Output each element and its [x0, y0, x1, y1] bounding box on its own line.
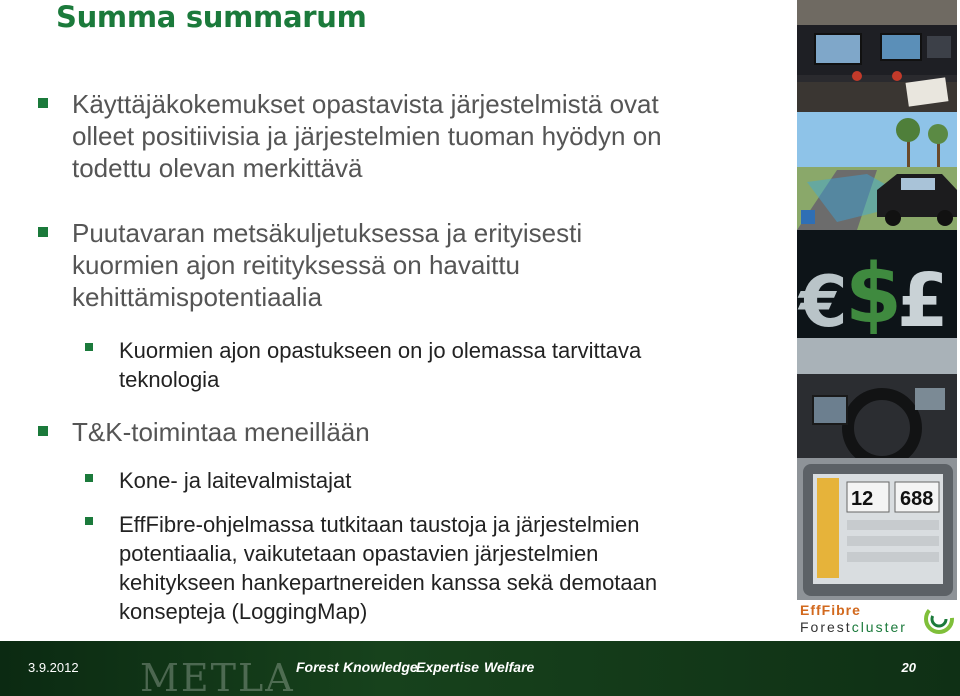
page-number: 20 — [901, 660, 916, 675]
footer-tag-expertise: Expertise — [416, 659, 480, 675]
cluster-swirl-icon — [922, 602, 956, 636]
footer-tag-welfare: Welfare — [484, 659, 535, 675]
svg-text:€: € — [799, 261, 848, 338]
logo-forest-text: Forest — [800, 619, 852, 635]
bullet-line: Kone- ja laitevalmistajat — [119, 468, 352, 493]
dashboard-photo — [797, 0, 957, 112]
bullet-line: kuormien ajon reitityksessä on havaittu — [72, 250, 521, 280]
bullet-line: Puutavaran metsäkuljetuksessa ja erityisesti — [72, 218, 583, 248]
bullet-line: olleet positiivisia ja järjestelmien tuoman hyödyn on — [72, 121, 662, 151]
bullet-line: EffFibre-ohjelmassa tutkitaan taustoja ja järjestelmien — [119, 512, 640, 537]
bullet-square-icon — [38, 426, 48, 436]
sub-bullet-2 — [119, 466, 351, 495]
bullet-line: T&K-toimintaa meneillään — [72, 417, 370, 447]
bullet-line: todettu olevan merkittävä — [72, 153, 363, 183]
currency-symbols-photo — [797, 230, 957, 338]
logo-line-2 — [800, 619, 907, 635]
bullet-line: Käyttäjäkokemukset opastavista järjestelmistä ovat — [72, 89, 659, 119]
logo-line-1: EffFibre — [800, 602, 861, 618]
onboard-computer-photo — [797, 458, 957, 600]
sub-bullet-1 — [119, 336, 641, 394]
bullet-2 — [72, 217, 582, 313]
svg-text:$: $ — [845, 247, 903, 338]
footer-tag-forest: Forest — [296, 659, 339, 675]
bullet-line: Kuormien ajon opastukseen on jo olemassa tarvittava — [119, 338, 642, 363]
footer-date: 3.9.2012 — [28, 660, 79, 675]
metla-logo: METLA — [140, 656, 295, 696]
bullet-line: kehitykseen hankepartnereiden kanssa sekä demotaan — [119, 570, 658, 595]
logo-cluster-text: cluster — [851, 619, 907, 635]
sub-bullet-3 — [119, 510, 657, 626]
sub-bullet-square-icon — [85, 474, 93, 482]
svg-text:£: £ — [897, 258, 949, 338]
bullet-square-icon — [38, 98, 48, 108]
sub-bullet-square-icon — [85, 343, 93, 351]
bullet-line: teknologia — [119, 367, 220, 392]
footer-tag-knowledge: Knowledge — [343, 659, 418, 675]
bullet-line: kehittämispotentiaalia — [72, 282, 323, 312]
car-sensor-photo — [797, 112, 957, 230]
sub-bullet-square-icon — [85, 517, 93, 525]
cockpit-photo — [797, 338, 957, 458]
sidebar-photo-strip — [797, 0, 960, 640]
bullet-3 — [72, 416, 370, 448]
bullet-line: konsepteja (LoggingMap) — [119, 599, 368, 624]
bullet-1 — [72, 88, 662, 184]
bullet-line: potentiaalia, vaikutetaan opastavien järjestelmien — [119, 541, 599, 566]
bullet-square-icon — [38, 227, 48, 237]
device-counter-1: 12 — [851, 488, 874, 510]
efffibre-forestcluster-logo — [798, 602, 958, 640]
footer-bar — [0, 641, 960, 696]
slide-title: Summa summarum — [56, 0, 367, 34]
device-counter-2: 688 — [900, 488, 934, 510]
